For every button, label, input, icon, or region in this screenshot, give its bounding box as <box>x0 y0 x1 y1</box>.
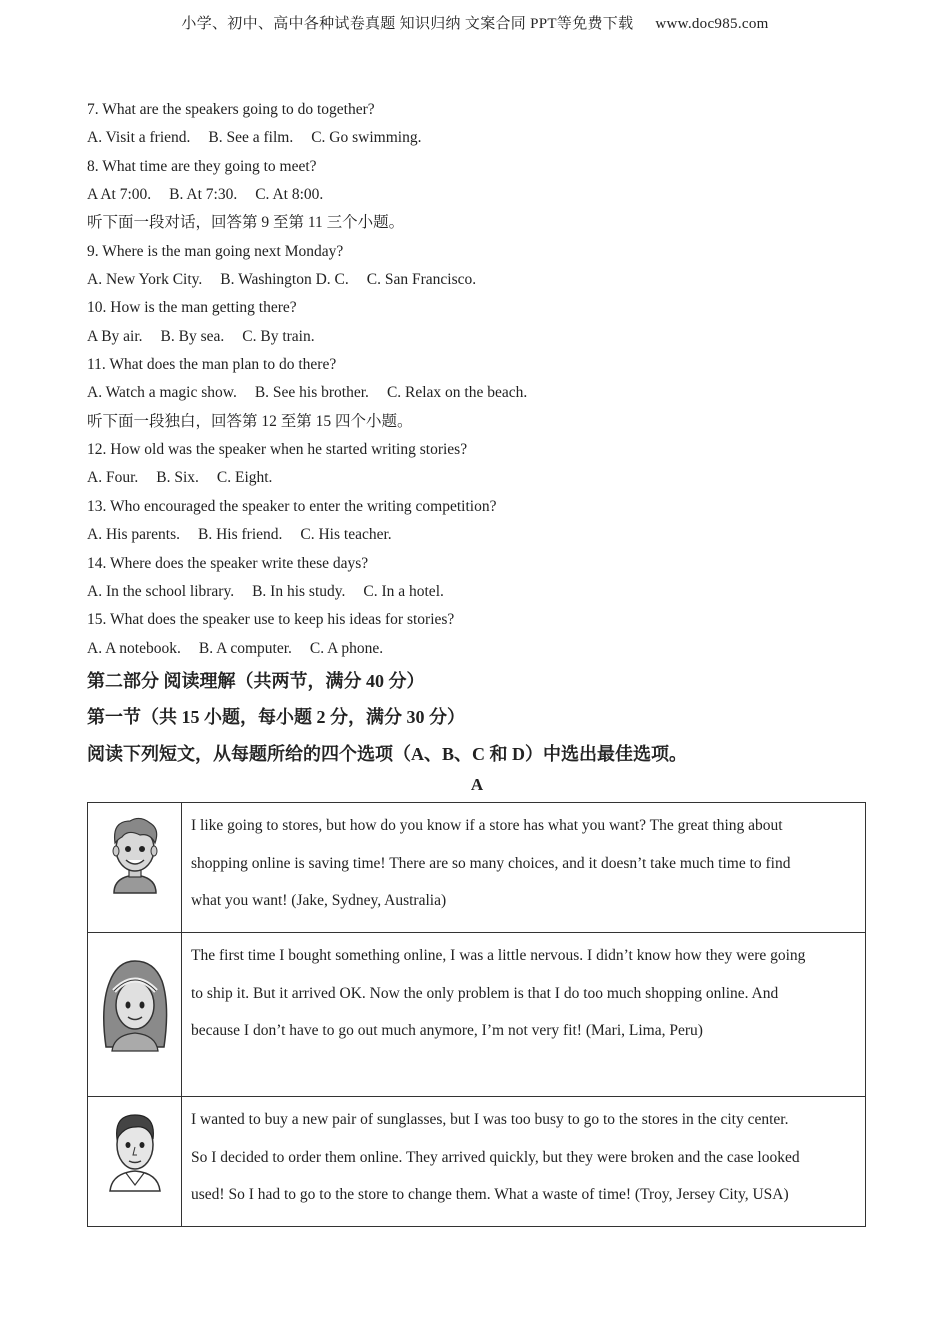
review-line: to ship it. But it arrived OK. Now the only problem is that I do too much shopping online. And <box>191 984 779 1002</box>
option: B. In his study. <box>252 582 346 600</box>
options-8 <box>87 181 867 209</box>
option: A. Four. <box>87 469 139 487</box>
option: C. Relax on the beach. <box>386 384 528 402</box>
question-15: 15. What does the speaker use to keep his ideas for stories? <box>87 611 455 629</box>
question-12: 12. How old was the speaker when he started writing stories? <box>87 441 468 459</box>
option: C. Eight. <box>216 469 273 487</box>
question-8: 8. What time are they going to meet? <box>87 157 317 175</box>
option: A. Visit a friend. <box>87 129 191 147</box>
passage-title: A <box>470 775 484 795</box>
options-10 <box>87 323 867 351</box>
option: C. At 8:00. <box>255 186 324 204</box>
options-9 <box>87 266 867 294</box>
option: B. His friend. <box>198 526 283 544</box>
reviews-table <box>87 802 866 1227</box>
review-line: because I don’t have to go out much anymore, I’m not very fit! (Mari, Lima, Peru) <box>191 1022 703 1040</box>
options-15 <box>87 635 867 663</box>
question-14: 14. Where does the speaker write these days? <box>87 554 369 572</box>
option: B. At 7:30. <box>169 186 238 204</box>
option: B. See his brother. <box>254 384 369 402</box>
review-line: shopping online is saving time! There are so many choices, and it doesn’t take much time to find <box>191 854 791 872</box>
question-7: 7. What are the speakers going to do together? <box>87 101 375 118</box>
part2-heading: 第二部分 阅读理解（共两节，满分 40 分） <box>87 670 425 691</box>
option: A. His parents. <box>87 526 180 544</box>
document-body <box>87 96 867 1227</box>
review-text <box>182 1097 866 1227</box>
option: A By air. <box>87 327 143 345</box>
options-13 <box>87 521 867 549</box>
review-line: So I decided to order them online. They arrived quickly, but they were broken and the case looked <box>191 1148 800 1166</box>
table-row <box>88 1097 866 1227</box>
option: C. San Francisco. <box>366 271 477 289</box>
boy-short-hair-icon <box>102 1107 168 1193</box>
option: A. In the school library. <box>87 582 235 600</box>
question-13: 13. Who encouraged the speaker to enter the writing competition? <box>87 497 497 515</box>
table-row <box>88 933 866 1097</box>
girl-headband-icon <box>98 955 172 1055</box>
option: C. Go swimming. <box>311 129 422 147</box>
review-text <box>182 933 866 1097</box>
option: A At 7:00. <box>87 186 152 204</box>
avatar-cell <box>88 803 182 933</box>
listening-instruction-1: 听下面一段对话，回答第 9 至第 11 三个小题。 <box>87 214 405 232</box>
review-line: I like going to stores, but how do you know if a store has what you want? The great thing about <box>191 817 783 835</box>
review-line: what you want! (Jake, Sydney, Australia) <box>191 892 447 910</box>
option: B. Six. <box>156 469 199 487</box>
option: B. Washington D. C. <box>220 271 349 289</box>
options-11 <box>87 379 867 407</box>
option: B. A computer. <box>198 639 292 657</box>
question-10: 10. How is the man getting there? <box>87 299 297 317</box>
option: A. Watch a magic show. <box>87 384 237 402</box>
table-row <box>88 803 866 933</box>
option: B. See a film. <box>208 129 294 147</box>
options-7 <box>87 124 867 152</box>
section1-heading: 第一节（共 15 小题，每小题 2 分，满分 30 分） <box>87 707 465 728</box>
reading-instruction: 阅读下列短文，从每题所给的四个选项（A、B、C 和 D）中选出最佳选项。 <box>87 743 687 764</box>
question-11: 11. What does the man plan to do there? <box>87 356 337 374</box>
option: C. His teacher. <box>300 526 392 544</box>
options-14 <box>87 578 867 606</box>
page-header <box>0 12 950 33</box>
option: C. In a hotel. <box>363 582 444 600</box>
options-12 <box>87 464 867 492</box>
option: A. A notebook. <box>87 639 181 657</box>
option: B. By sea. <box>160 327 225 345</box>
review-line: The first time I bought something online, I was a little nervous. I didn’t know how they were going <box>191 947 806 965</box>
avatar-cell <box>88 1097 182 1227</box>
review-line: used! So I had to go to the store to change them. What a waste of time! (Troy, Jersey City, USA) <box>191 1186 789 1204</box>
review-text <box>182 803 866 933</box>
option: C. By train. <box>242 327 315 345</box>
listening-instruction-2: 听下面一段独白，回答第 12 至第 15 四个小题。 <box>87 412 413 430</box>
option: A. New York City. <box>87 271 203 289</box>
review-line: I wanted to buy a new pair of sunglasses, but I was too busy to go to the stores in the city center. <box>191 1111 789 1129</box>
option: C. A phone. <box>309 639 384 657</box>
avatar-cell <box>88 933 182 1097</box>
boy-curly-hair-icon <box>100 813 170 897</box>
question-9: 9. Where is the man going next Monday? <box>87 242 344 260</box>
header-url[interactable]: www.doc985.com <box>655 16 769 32</box>
header-text: 小学、初中、高中各种试卷真题 知识归纳 文案合同 PPT等免费下载 <box>181 16 634 32</box>
